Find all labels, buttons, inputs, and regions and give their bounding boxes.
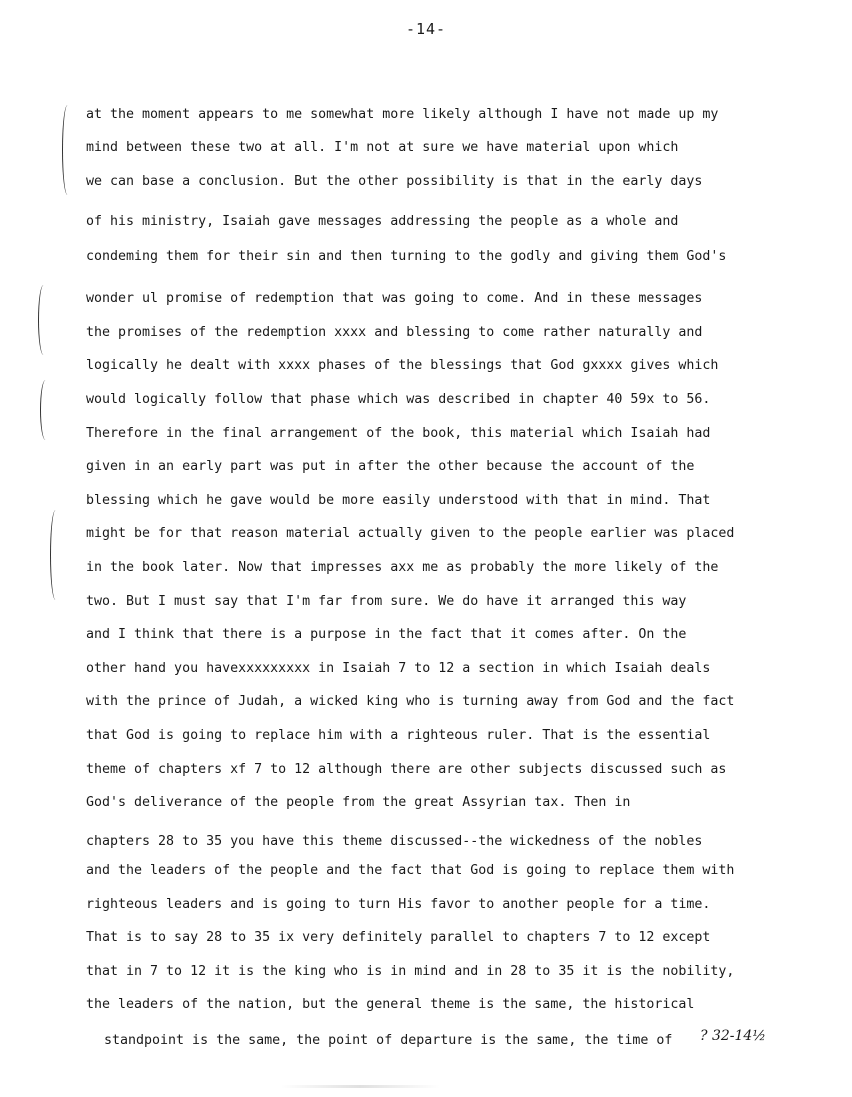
handwritten-note: ? 32-14½: [700, 1028, 766, 1044]
text-line: given in an early part was put in after the other because the account of the: [86, 459, 695, 474]
text-line: the promises of the redemption xxxx and blessing to come rather naturally and: [86, 325, 703, 340]
page-number: -14-: [405, 20, 447, 38]
text-line: would logically follow that phase which was described in chapter 40 59x to 56.: [86, 392, 711, 407]
text-line: God's deliverance of the people from the great Assyrian tax. Then in: [86, 795, 631, 810]
text-line: blessing which he gave would be more easily understood with that in mind. That: [86, 493, 711, 508]
text-line: standpoint is the same, the point of departure is the same, the time of: [104, 1033, 673, 1048]
text-line: condeming them for their sin and then turning to the godly and giving them God's: [86, 249, 727, 264]
text-line: two. But I must say that I'm far from sure. We do have it arranged this way: [86, 594, 687, 609]
text-line: and the leaders of the people and the fact that God is going to replace them with: [86, 863, 735, 878]
text-line: might be for that reason material actually given to the people earlier was placed: [86, 526, 735, 541]
text-line: theme of chapters xf 7 to 12 although there are other subjects discussed such as: [86, 762, 727, 777]
text-line: righteous leaders and is going to turn His favor to another people for a time.: [86, 897, 711, 912]
text-line: of his ministry, Isaiah gave messages addressing the people as a whole and: [86, 214, 679, 229]
text-line: That is to say 28 to 35 ix very definitely parallel to chapters 7 to 12 except: [86, 930, 711, 945]
text-line: at the moment appears to me somewhat more likely although I have not made up my: [86, 107, 719, 122]
scan-artifact: [280, 1085, 440, 1088]
text-line: logically he dealt with xxxx phases of the blessings that God gxxxx gives which: [86, 358, 719, 373]
text-line: other hand you havexxxxxxxxx in Isaiah 7 to 12 a section in which Isaiah deals: [86, 661, 711, 676]
text-line: wonder ul promise of redemption that was going to come. And in these messages: [86, 291, 703, 306]
text-line: with the prince of Judah, a wicked king who is turning away from God and the fact: [86, 694, 735, 709]
text-line: chapters 28 to 35 you have this theme discussed--the wickedness of the nobles: [86, 834, 703, 849]
text-line: mind between these two at all. I'm not at sure we have material upon which: [86, 140, 679, 155]
text-line: in the book later. Now that impresses axx me as probably the more likely of the: [86, 560, 719, 575]
text-line: that God is going to replace him with a righteous ruler. That is the essential: [86, 728, 711, 743]
text-line: and I think that there is a purpose in the fact that it comes after. On the: [86, 627, 687, 642]
text-line: we can base a conclusion. But the other possibility is that in the early days: [86, 174, 703, 189]
text-line: Therefore in the final arrangement of the book, this material which Isaiah had: [86, 426, 711, 441]
text-line: that in 7 to 12 it is the king who is in mind and in 28 to 35 it is the nobility,: [86, 964, 735, 979]
text-line: the leaders of the nation, but the general theme is the same, the historical: [86, 997, 695, 1012]
